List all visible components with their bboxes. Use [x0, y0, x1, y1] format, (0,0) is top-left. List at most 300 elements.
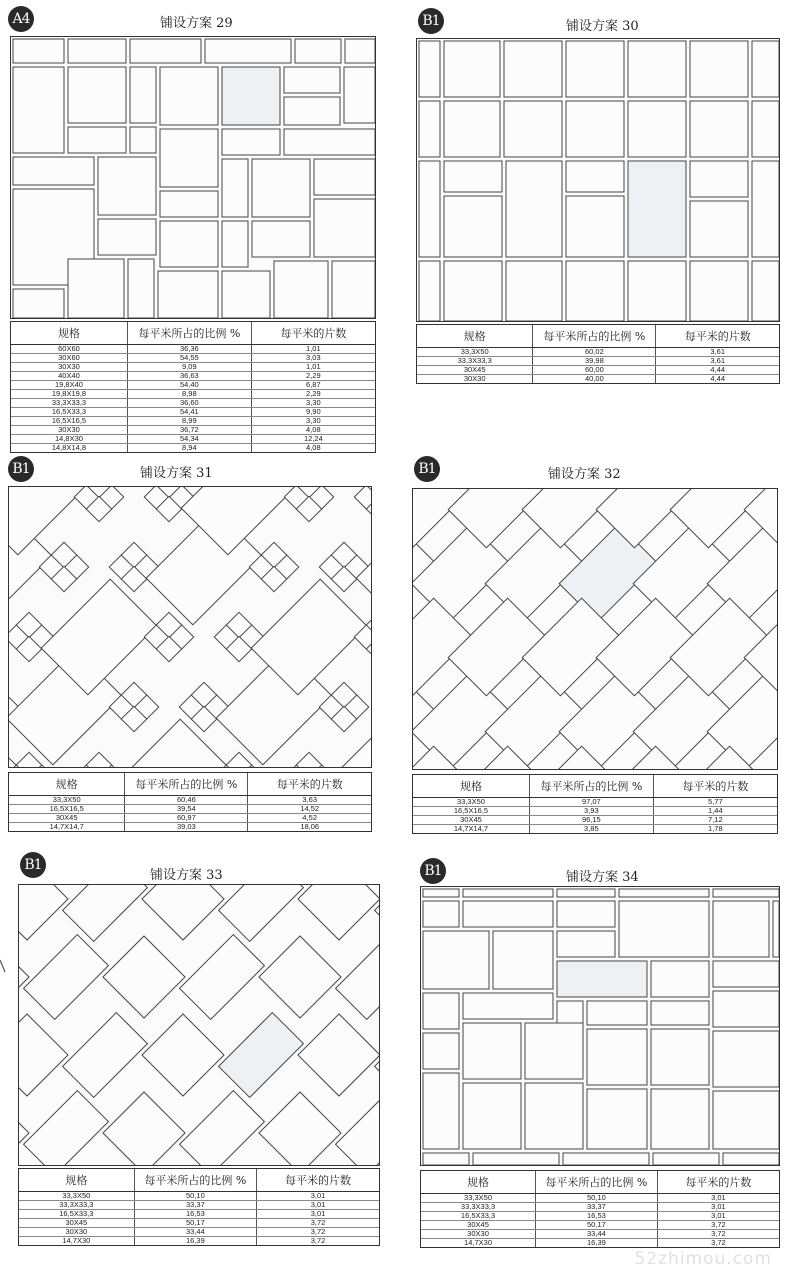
column-header: 规格	[19, 1169, 134, 1191]
table-row	[11, 371, 375, 380]
tile	[723, 1153, 779, 1165]
tile	[463, 993, 553, 1019]
tile	[563, 1153, 649, 1165]
table-row	[11, 353, 375, 362]
tile	[423, 889, 459, 897]
tile	[19, 936, 29, 1018]
spec-cell: 33,3X50	[413, 797, 529, 806]
tile	[252, 221, 310, 257]
spec-table-30	[416, 324, 780, 384]
ratio-cell: 60,00	[533, 365, 656, 374]
tile	[98, 219, 156, 255]
ratio-cell: 3,93	[529, 806, 653, 815]
tile	[525, 1023, 583, 1079]
tile	[752, 101, 779, 157]
count-cell: 9,90	[251, 407, 375, 416]
tile	[128, 259, 154, 318]
tile	[222, 129, 280, 155]
tile	[284, 67, 340, 93]
spec-cell: 14,7X30	[19, 1236, 134, 1245]
tile	[566, 261, 624, 321]
badge: B1	[20, 852, 46, 878]
ratio-cell: 54,40	[127, 380, 251, 389]
tile	[473, 1153, 559, 1165]
table-row	[19, 1236, 379, 1245]
tile	[130, 67, 156, 123]
spec-cell: 30X30	[417, 374, 533, 383]
tile	[690, 41, 748, 97]
table-row	[11, 434, 375, 443]
tile-lines	[19, 885, 379, 1165]
ratio-cell: 8,94	[127, 443, 251, 452]
tile	[557, 889, 615, 897]
count-cell: 18,06	[300, 821, 320, 831]
tile	[752, 261, 779, 321]
tile	[68, 39, 126, 63]
spec-cell: 33,3X33,3	[417, 356, 533, 365]
badge: B1	[414, 456, 440, 482]
count-cell: 2,29	[251, 371, 375, 380]
column-header: 每平米的片数	[251, 322, 375, 344]
table-row	[11, 398, 375, 407]
spec-cell: 30X45	[417, 365, 533, 374]
tile	[506, 261, 562, 321]
spec-cell: 33,3X33,3	[11, 398, 127, 407]
tile	[63, 1013, 148, 1098]
tile	[653, 1153, 719, 1165]
page-edge-mark	[0, 940, 6, 980]
spec-table-29	[10, 321, 376, 453]
tile	[566, 41, 624, 97]
ratio-cell: 8,98	[127, 389, 251, 398]
count-cell: 3,01	[657, 1193, 779, 1202]
tile	[713, 991, 779, 1027]
count-cell: 12,24	[251, 434, 375, 443]
spec-cell: 16,5X16,5	[9, 804, 125, 813]
tile	[504, 41, 562, 97]
table-row	[19, 1200, 379, 1209]
count-cell: 1,01	[251, 344, 375, 353]
tile	[504, 101, 562, 157]
tile	[314, 159, 375, 195]
tile	[651, 1089, 709, 1149]
count-cell: 4,08	[306, 442, 321, 452]
count-cell: 3,72	[657, 1220, 779, 1229]
tile	[444, 261, 502, 321]
ratio-cell: 50,17	[134, 1218, 256, 1227]
spec-cell: 16,5X33,3	[11, 407, 127, 416]
table-row	[417, 374, 779, 383]
spec-cell: 19,8X19,8	[11, 389, 127, 398]
spec-cell: 14,7X14,7	[413, 824, 529, 833]
count-cell: 2,29	[251, 389, 375, 398]
tile-pattern-31	[8, 486, 372, 768]
ratio-cell: 16,53	[134, 1209, 256, 1218]
tile	[284, 129, 375, 155]
tile-pattern-33	[18, 884, 380, 1166]
ratio-cell: 50,10	[134, 1191, 256, 1200]
ratio-cell: 16,39	[134, 1236, 256, 1245]
ratio-cell: 36,60	[127, 398, 251, 407]
spec-cell: 30X30	[11, 425, 127, 434]
tile	[423, 901, 459, 927]
tile	[68, 67, 126, 123]
tile	[566, 161, 624, 192]
tile	[19, 885, 68, 940]
table-row	[413, 815, 777, 824]
column-header: 规格	[421, 1171, 536, 1193]
tile	[13, 289, 64, 318]
ratio-cell: 54,55	[127, 353, 251, 362]
table-row	[9, 813, 371, 822]
table-row	[413, 806, 777, 815]
badge: A4	[8, 6, 34, 32]
tile	[713, 901, 769, 957]
tile	[587, 1089, 647, 1149]
tile	[752, 41, 779, 97]
ratio-cell: 8,99	[127, 416, 251, 425]
tile	[690, 261, 748, 321]
tile	[423, 1073, 459, 1149]
tile	[219, 885, 304, 941]
spec-cell: 14,8X14,8	[11, 443, 127, 452]
spec-cell: 33,3X50	[417, 347, 533, 356]
spec-table-33	[18, 1168, 380, 1246]
tile	[314, 199, 375, 257]
tile-lines	[9, 487, 371, 767]
count-cell: 3,01	[657, 1202, 779, 1211]
ratio-cell: 3,85	[529, 824, 653, 833]
tile	[344, 67, 375, 123]
tile	[619, 901, 709, 957]
tile	[24, 1091, 109, 1165]
tile	[19, 1092, 29, 1165]
tile	[690, 161, 748, 197]
spec-cell: 14,7X14,7	[9, 822, 125, 831]
tile	[86, 752, 111, 767]
tile	[24, 935, 109, 1020]
tile	[98, 157, 156, 215]
count-cell: 4,44	[710, 373, 725, 383]
tile	[463, 901, 553, 927]
spec-cell: 30X45	[9, 813, 125, 822]
count-cell: 1,44	[653, 806, 777, 815]
table-row	[11, 425, 375, 434]
spec-cell: 33,3X50	[19, 1191, 134, 1200]
tile	[158, 271, 218, 318]
ratio-cell: 9,09	[127, 362, 251, 371]
tile	[296, 752, 321, 767]
tile	[222, 221, 248, 267]
tile	[205, 39, 291, 63]
table-row	[421, 1220, 779, 1229]
tile-pattern-34	[420, 886, 780, 1166]
tile-lines	[413, 489, 777, 769]
tile	[226, 752, 251, 767]
column-header: 每平米所占的比例 %	[134, 1169, 256, 1191]
tile	[345, 39, 375, 63]
spec-cell: 16,5X33,3	[421, 1211, 536, 1220]
tile	[222, 67, 280, 125]
spec-cell: 19,8X40	[11, 380, 127, 389]
scheme-title: 铺设方案 30	[566, 19, 639, 34]
tile	[16, 752, 41, 767]
tile	[160, 129, 218, 187]
badge: B1	[420, 858, 446, 884]
spec-cell: 40X40	[11, 371, 127, 380]
tile	[375, 885, 379, 941]
count-cell: 3,01	[657, 1211, 779, 1220]
tile-lines	[11, 37, 375, 318]
table-row	[11, 389, 375, 398]
tile	[525, 1083, 583, 1149]
ratio-cell: 97,07	[529, 797, 653, 806]
table-row	[9, 822, 371, 831]
tile	[336, 1091, 379, 1165]
spec-cell: 30X30	[19, 1227, 134, 1236]
spec-cell: 30X60	[11, 353, 127, 362]
tile	[298, 1014, 379, 1096]
spec-table-32	[412, 774, 778, 834]
spec-table-31	[8, 772, 372, 832]
tile	[463, 889, 553, 897]
count-cell: 3,72	[310, 1235, 326, 1245]
tile	[130, 127, 156, 153]
badge: B1	[8, 456, 34, 482]
table-row	[19, 1218, 379, 1227]
ratio-cell: 33,44	[134, 1227, 256, 1236]
tile	[444, 41, 500, 97]
column-header: 每平米所占的比例 %	[529, 775, 653, 797]
spec-cell: 33,3X50	[9, 795, 125, 804]
tile	[160, 191, 218, 217]
table-row	[19, 1191, 379, 1200]
spec-cell: 30X30	[421, 1229, 536, 1238]
badge: B1	[418, 8, 444, 34]
spec-cell: 16,5X16,5	[413, 806, 529, 815]
tile	[419, 261, 440, 321]
spec-cell: 30X45	[421, 1220, 536, 1229]
spec-cell: 60X60	[11, 344, 127, 353]
ratio-cell: 36,36	[127, 344, 251, 353]
tile	[713, 889, 779, 897]
count-cell: 1,01	[251, 362, 375, 371]
count-cell: 4,08	[251, 425, 375, 434]
tile	[587, 1001, 647, 1025]
count-cell: 3,03	[251, 353, 375, 362]
tile	[752, 161, 779, 257]
table-row	[421, 1193, 779, 1202]
table-row	[11, 380, 375, 389]
ratio-cell: 36,72	[127, 425, 251, 434]
tile	[423, 931, 489, 989]
ratio-cell: 39,98	[533, 356, 656, 365]
column-header: 每平米的片数	[257, 1169, 379, 1191]
table-row	[417, 365, 779, 374]
tile	[259, 936, 341, 1018]
table-row	[417, 347, 779, 356]
table-row	[9, 804, 371, 813]
tile	[713, 961, 779, 987]
column-header: 规格	[9, 773, 125, 795]
tile	[284, 97, 340, 125]
ratio-cell: 54,41	[127, 407, 251, 416]
ratio-cell: 39,03	[125, 822, 248, 831]
tile	[628, 161, 686, 257]
ratio-cell: 36,63	[127, 371, 251, 380]
table-row	[413, 824, 777, 833]
count-cell: 3,01	[257, 1200, 379, 1209]
count-cell: 6,87	[251, 380, 375, 389]
tile	[444, 101, 500, 157]
tile	[713, 1031, 779, 1087]
tile	[252, 159, 310, 217]
ratio-cell: 33,44	[536, 1229, 658, 1238]
tile	[336, 935, 379, 1020]
count-cell: 3,72	[257, 1218, 379, 1227]
count-cell: 3,63	[248, 795, 371, 804]
ratio-cell: 33,37	[536, 1202, 658, 1211]
count-cell: 3,72	[657, 1229, 779, 1238]
tile	[332, 261, 375, 318]
table-row	[421, 1238, 779, 1247]
tile	[423, 993, 459, 1029]
tile	[222, 271, 270, 318]
table-row	[9, 795, 371, 804]
tile	[160, 67, 218, 125]
tile	[13, 67, 64, 153]
tile	[444, 196, 502, 257]
tile	[423, 1033, 459, 1069]
tile	[274, 261, 328, 318]
tile	[773, 901, 779, 957]
tile	[628, 101, 686, 157]
tile	[463, 1023, 521, 1079]
tile	[68, 259, 124, 318]
spec-table-34	[420, 1170, 780, 1248]
tile	[180, 935, 265, 1020]
count-cell: 3,30	[251, 416, 375, 425]
column-header: 每平米所占的比例 %	[127, 322, 251, 344]
tile	[566, 101, 624, 157]
tile	[103, 936, 185, 1018]
spec-cell: 33,3X33,3	[19, 1200, 134, 1209]
ratio-cell: 96,15	[529, 815, 653, 824]
tile	[651, 961, 709, 997]
ratio-cell: 16,39	[536, 1238, 658, 1247]
table-row	[11, 344, 375, 353]
scheme-title: 铺设方案 34	[566, 870, 639, 885]
tile	[506, 161, 562, 257]
tile	[557, 1001, 583, 1025]
tile	[19, 1014, 68, 1096]
tile	[259, 1092, 341, 1165]
column-header: 每平米所占的比例 %	[536, 1171, 658, 1193]
tile	[463, 1083, 521, 1149]
tile	[557, 931, 615, 957]
table-row	[413, 797, 777, 806]
table-row	[11, 443, 375, 452]
tile	[557, 961, 647, 997]
tile	[103, 1092, 185, 1165]
count-cell: 3,72	[257, 1227, 379, 1236]
spec-cell: 33,3X33,3	[421, 1202, 536, 1211]
tile	[295, 39, 341, 63]
tile	[651, 1001, 709, 1025]
table-row	[11, 362, 375, 371]
column-header: 每平米的片数	[248, 773, 371, 795]
watermark: 52zhimou.com	[634, 1249, 772, 1269]
tile	[222, 159, 248, 217]
tile	[444, 161, 502, 192]
spec-cell: 30X45	[19, 1218, 134, 1227]
column-header: 每平米的片数	[656, 325, 779, 347]
column-header: 每平米的片数	[657, 1171, 779, 1193]
ratio-cell: 50,10	[536, 1193, 658, 1202]
tile	[298, 885, 379, 940]
tile	[651, 1029, 709, 1085]
tile-lines	[421, 887, 779, 1165]
ratio-cell: 50,17	[536, 1220, 658, 1229]
tile	[13, 39, 64, 63]
spec-cell: 16,5X33,3	[19, 1209, 134, 1218]
tile	[419, 161, 440, 257]
tile	[713, 1091, 779, 1149]
ratio-cell: 60,46	[125, 795, 248, 804]
tile-pattern-29	[10, 36, 376, 319]
tile	[423, 1153, 469, 1165]
count-cell: 1,78	[708, 823, 723, 833]
scheme-title: 铺设方案 29	[160, 16, 233, 31]
ratio-cell: 40,00	[533, 374, 656, 383]
column-header: 规格	[413, 775, 529, 797]
tile	[493, 931, 553, 989]
tile	[419, 41, 440, 97]
tile	[628, 261, 686, 321]
count-cell: 3,72	[711, 1237, 726, 1247]
column-header: 每平米所占的比例 %	[125, 773, 248, 795]
count-cell: 3,30	[251, 398, 375, 407]
tile	[219, 1013, 304, 1098]
count-cell: 14,52	[248, 804, 371, 813]
tile	[160, 221, 218, 267]
tile	[142, 1014, 224, 1096]
tile	[180, 1091, 265, 1165]
spec-cell: 33,3X50	[421, 1193, 536, 1202]
tile	[566, 196, 624, 257]
count-cell: 7,12	[653, 815, 777, 824]
column-header: 规格	[11, 322, 127, 344]
table-row	[19, 1227, 379, 1236]
tile	[68, 127, 126, 153]
tile-pattern-30	[416, 38, 780, 322]
table-row	[11, 416, 375, 425]
spec-cell: 30X45	[413, 815, 529, 824]
tile	[619, 889, 709, 897]
count-cell: 3,61	[656, 347, 779, 356]
table-row	[421, 1229, 779, 1238]
scheme-title: 铺设方案 31	[140, 466, 213, 481]
tile	[557, 901, 615, 927]
scheme-title: 铺设方案 32	[548, 467, 621, 482]
tile	[13, 157, 94, 185]
spec-cell: 14,8X30	[11, 434, 127, 443]
table-row	[417, 356, 779, 365]
table-row	[19, 1209, 379, 1218]
count-cell: 3,01	[257, 1191, 379, 1200]
tile	[419, 101, 440, 157]
tile	[587, 1029, 647, 1085]
